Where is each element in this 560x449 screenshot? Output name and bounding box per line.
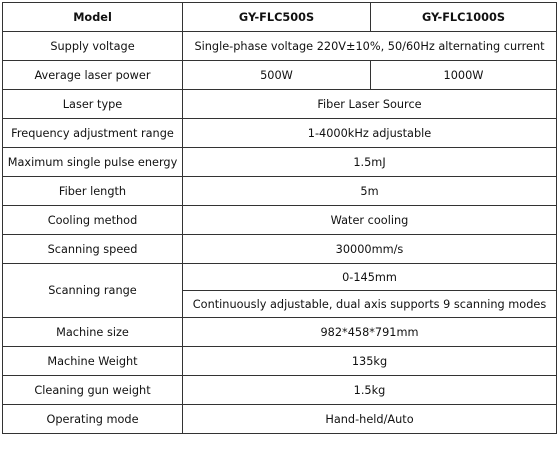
row-value: 1.5mJ: [183, 148, 557, 177]
row-value: 1.5kg: [183, 376, 557, 405]
row-label: Operating mode: [3, 405, 183, 434]
row-value: Continuously adjustable, dual axis supports 9 scanning modes: [183, 291, 557, 318]
row-label: Cooling method: [3, 206, 183, 235]
header-gy-flc500s: GY-FLC500S: [183, 3, 371, 32]
table-row: [3, 119, 557, 148]
row-label: Machine Weight: [3, 347, 183, 376]
row-value: Water cooling: [183, 206, 557, 235]
row-value: 0-145mm: [183, 264, 557, 291]
row-label: Machine size: [3, 318, 183, 347]
row-label: Average laser power: [3, 61, 183, 90]
spec-table: [2, 2, 557, 434]
table-row: [3, 32, 557, 61]
table-row: [3, 376, 557, 405]
table-row: [3, 318, 557, 347]
row-label: Frequency adjustment range: [3, 119, 183, 148]
table-row: [3, 61, 557, 90]
row-label: Supply voltage: [3, 32, 183, 61]
row-label: Fiber length: [3, 177, 183, 206]
row-label: Maximum single pulse energy: [3, 148, 183, 177]
row-label: Scanning range: [3, 264, 183, 318]
table-row: [3, 177, 557, 206]
row-value: Hand-held/Auto: [183, 405, 557, 434]
row-value: 30000mm/s: [183, 235, 557, 264]
row-label: Cleaning gun weight: [3, 376, 183, 405]
header-row: [3, 3, 557, 32]
row-label: Scanning speed: [3, 235, 183, 264]
header-model: Model: [3, 3, 183, 32]
row-value: Single-phase voltage 220V±10%, 50/60Hz alternating current: [183, 32, 557, 61]
spec-table-container: [2, 2, 557, 434]
table-row: [3, 264, 557, 291]
row-value-1000s: 1000W: [371, 61, 557, 90]
table-row: [3, 90, 557, 119]
table-row: [3, 206, 557, 235]
table-row: [3, 347, 557, 376]
table-row: [3, 235, 557, 264]
row-value: 5m: [183, 177, 557, 206]
table-row: [3, 405, 557, 434]
row-label: Laser type: [3, 90, 183, 119]
row-value-500s: 500W: [183, 61, 371, 90]
row-value: 135kg: [183, 347, 557, 376]
row-value: 1-4000kHz adjustable: [183, 119, 557, 148]
table-row: [3, 148, 557, 177]
row-value: Fiber Laser Source: [183, 90, 557, 119]
row-value: 982*458*791mm: [183, 318, 557, 347]
header-gy-flc1000s: GY-FLC1000S: [371, 3, 557, 32]
